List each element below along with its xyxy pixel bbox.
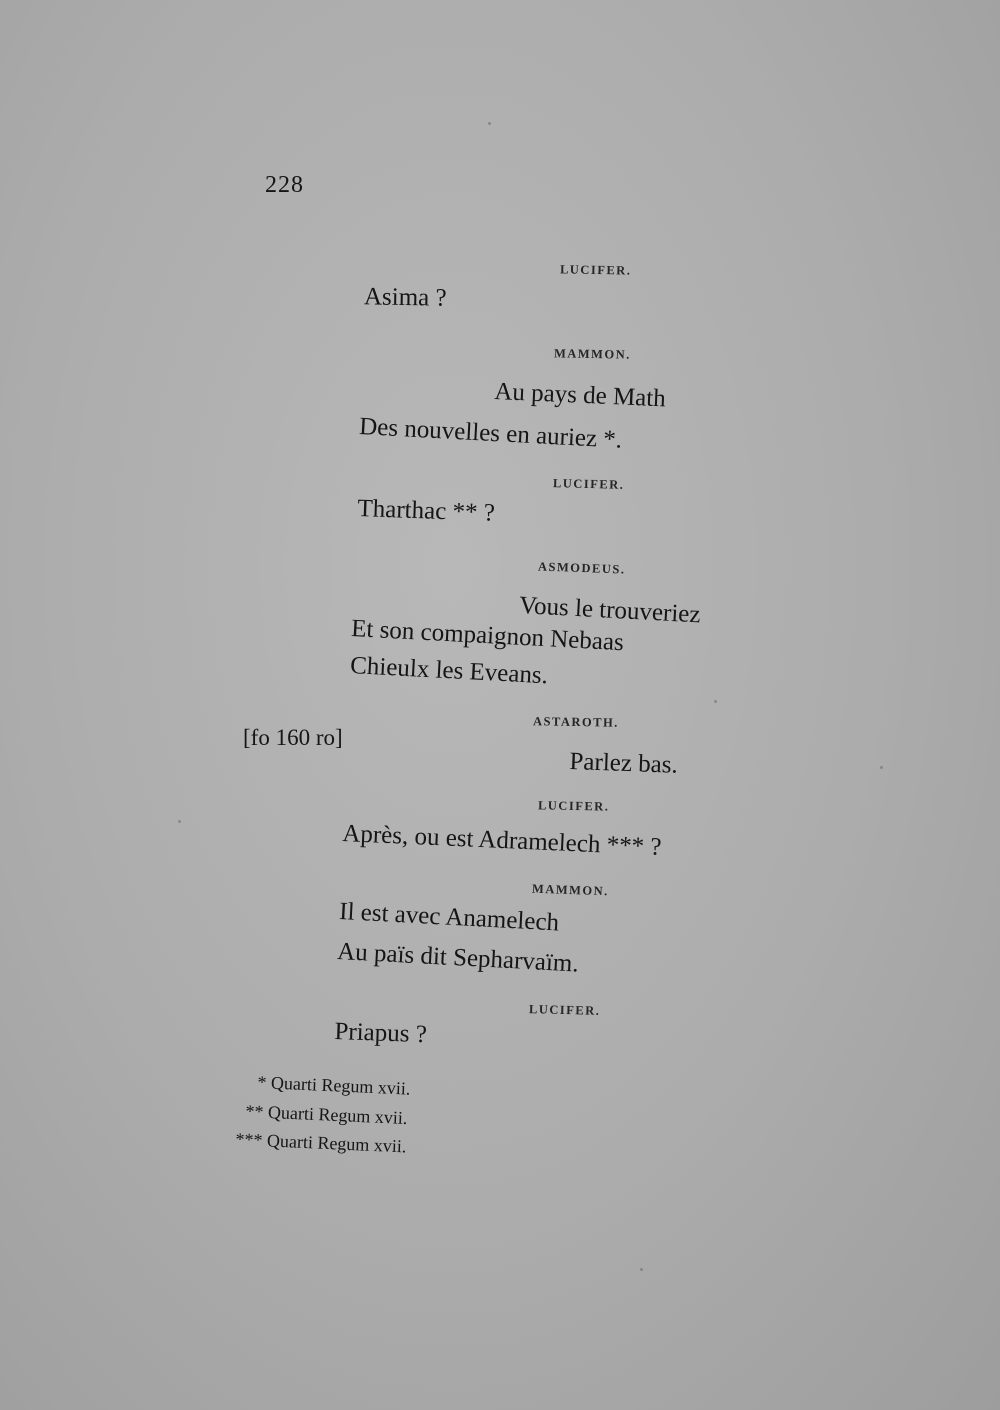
paper-speck <box>178 820 181 823</box>
verse-line: Après, ou est Adramelech *** ? <box>341 820 663 861</box>
verse-line: Il est avec Anamelech <box>338 898 560 937</box>
verse-line: Au pays de Math <box>493 378 667 413</box>
footnote: * Quarti Regum xvii. <box>257 1072 411 1099</box>
verse-line: Des nouvelles en auriez *. <box>358 413 623 454</box>
paper-speck <box>880 766 883 769</box>
speaker-name: LUCIFER. <box>528 1002 601 1018</box>
page-number: 228 <box>265 172 304 198</box>
speaker-name: MAMMON. <box>531 881 610 899</box>
paper-speck <box>488 122 491 125</box>
verse-line: Chieulx les Eveans. <box>349 652 549 690</box>
verse-line: Au païs dit Sepharvaïm. <box>336 938 580 978</box>
verse-line: Vous le trouveriez <box>518 592 702 629</box>
speaker-name: LUCIFER. <box>559 262 632 278</box>
paper-speck <box>714 700 717 703</box>
verse-line: Tharthac ** ? <box>357 495 496 527</box>
footnote: ** Quarti Regum xvii. <box>245 1101 408 1129</box>
footnote: *** Quarti Regum xvii. <box>235 1129 407 1157</box>
verse-line: Asima ? <box>363 283 447 312</box>
verse-line: Et son compaignon Nebaas <box>350 615 625 657</box>
paper-speck <box>640 1268 643 1271</box>
verse-line: Priapus ? <box>334 1018 428 1049</box>
speaker-name: LUCIFER. <box>537 798 610 814</box>
speaker-name: MAMMON. <box>553 346 631 362</box>
folio-reference: [fo 160 ro] <box>243 725 343 750</box>
speaker-name: ASMODEUS. <box>537 559 626 577</box>
speaker-name: LUCIFER. <box>552 476 625 492</box>
speaker-name: ASTAROTH. <box>532 714 619 730</box>
verse-line: Parlez bas. <box>569 748 679 779</box>
